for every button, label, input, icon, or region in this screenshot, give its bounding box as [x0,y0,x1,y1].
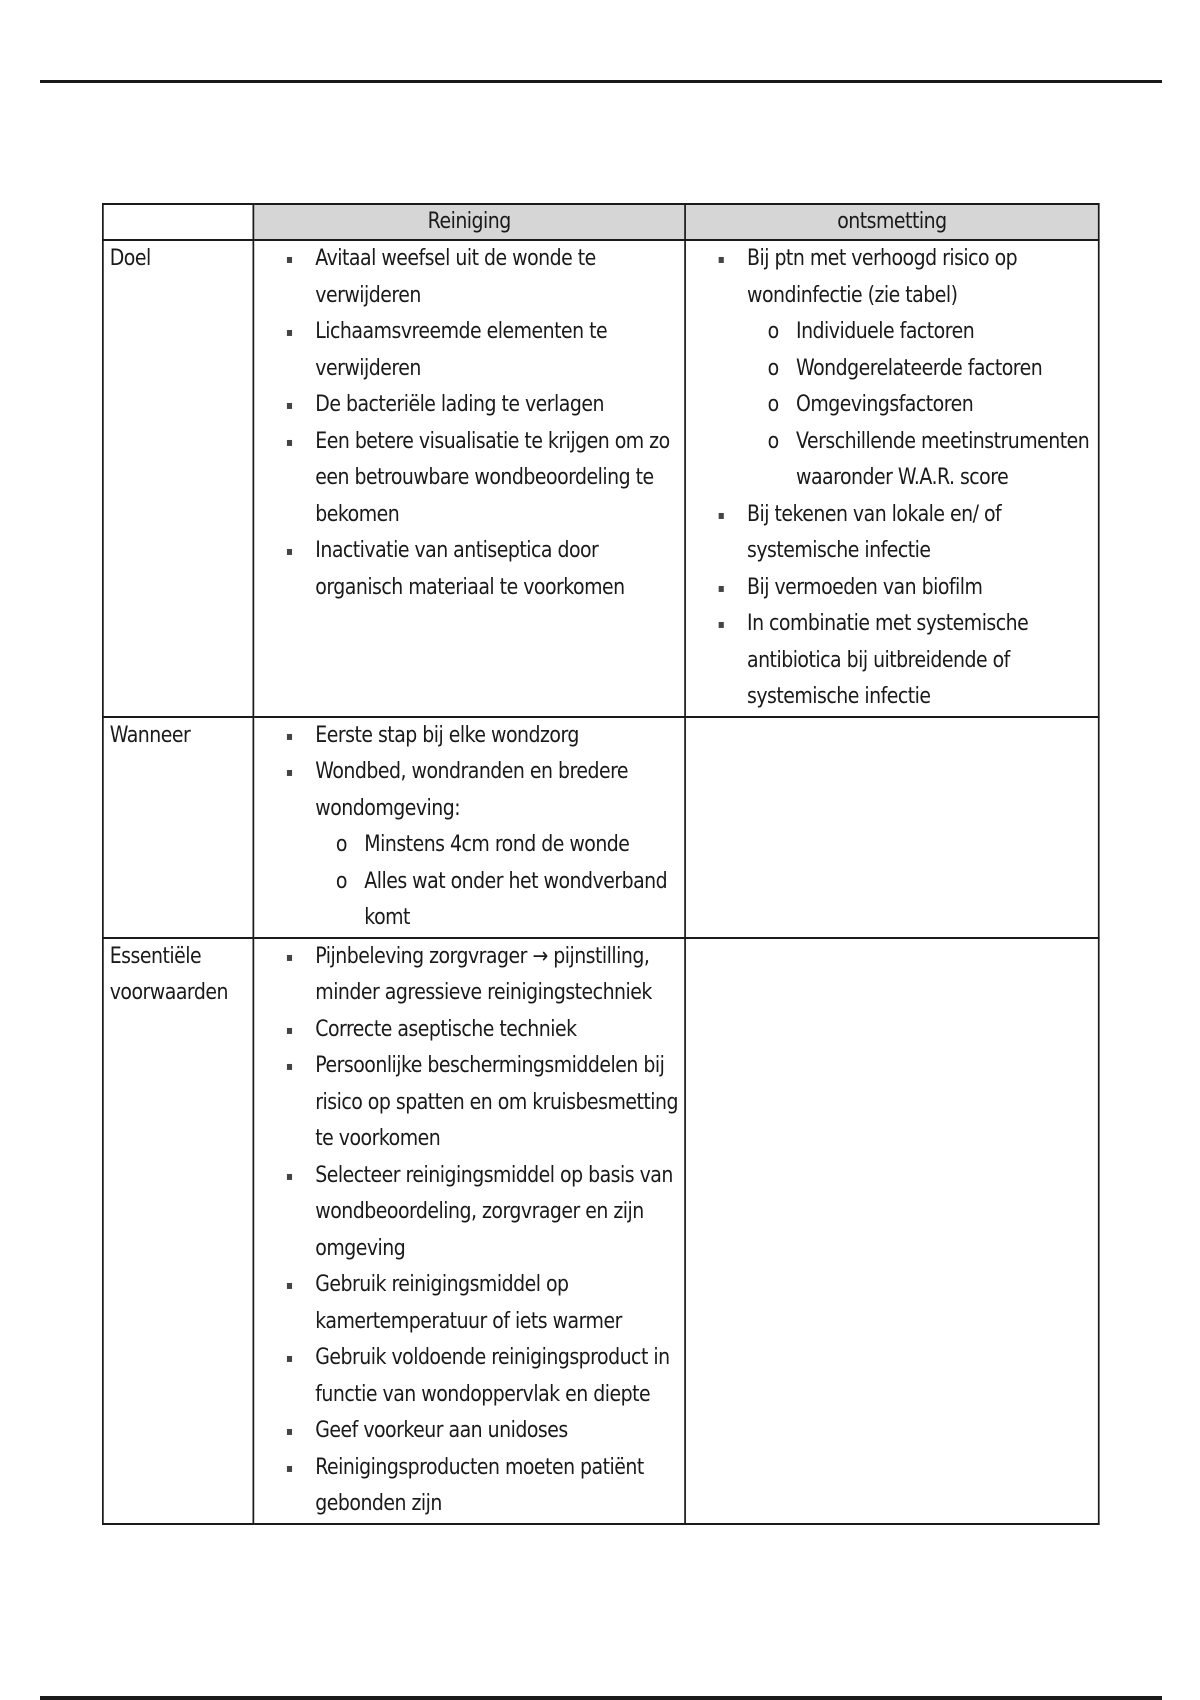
sub-list-item: o Wondgerelateerde factoren [768,351,1093,388]
list-item: ▪ Bij tekenen van lokale en/ of systemische infectie [718,497,1093,570]
list-item: ▪ Pijnbeleving zorgvrager → pijnstilling, minder agressieve reinigingstechniek [286,939,679,1012]
list-item: ▪ Gebruik reinigingsmiddel op kamertemperatuur of iets warmer [286,1267,679,1340]
list-item: ▪ Persoonlijke beschermingsmiddelen bij risico op spatten en om kruisbesmetting te voorkomen [286,1048,679,1158]
cell-wanneer-ontsmetting [685,717,1099,938]
list-item: ▪ Bij vermoeden van biofilm [718,570,1093,607]
list-item: ▪ Eerste stap bij elke wondzorg [286,718,679,755]
header-reiniging: Reiniging [253,204,685,240]
list-item [286,754,679,937]
header-ontsmetting: ontsmetting [685,204,1099,240]
bottom-rule [40,1696,1162,1700]
sub-list-item: o Verschillende meetinstrumenten waaronder W.A.R. score [768,424,1093,497]
list-item: ▪ Reinigingsproducten moeten patiënt gebonden zijn [286,1450,679,1523]
list-item: ▪ Een betere visualisatie te krijgen om zo een betrouwbare wondbeoordeling te bekomen [286,424,679,534]
list-item: ▪ In combinatie met systemische antibiotica bij uitbreidende of systemische infectie [718,606,1093,716]
table-row [103,938,1099,1524]
sub-list-item: o Alles wat onder het wondverband komt [336,864,679,937]
list-item: ▪ Inactivatie van antiseptica door organisch materiaal te voorkomen [286,533,679,606]
row-label-voorwaarden: Essentiële voorwaarden [103,938,254,1524]
table-row [103,240,1099,717]
list-item: ▪ De bacteriële lading te verlagen [286,387,679,424]
cell-doel-reiniging [253,240,685,717]
header-row [103,204,1099,240]
row-label-doel: Doel [103,240,254,717]
cell-voorwaarden-ontsmetting [685,938,1099,1524]
comparison-table [102,203,1100,1525]
sub-list-item: o Minstens 4cm rond de wonde [336,827,679,864]
list-item: ▪ Gebruik voldoende reinigingsproduct in functie van wondoppervlak en diepte [286,1340,679,1413]
list-item: ▪ Avitaal weefsel uit de wonde te verwijderen [286,241,679,314]
list-item: ▪ Lichaamsvreemde elementen te verwijderen [286,314,679,387]
row-label-wanneer: Wanneer [103,717,254,938]
cell-doel-ontsmetting [685,240,1099,717]
sub-list-item: o Individuele factoren [768,314,1093,351]
list-item-text: Wondbed, wondranden en bredere wondomgeving: [315,759,629,821]
list-item: ▪ Correcte aseptische techniek [286,1012,679,1049]
list-item [718,241,1093,497]
top-rule [40,80,1162,83]
cell-wanneer-reiniging [253,717,685,938]
list-item: ▪ Geef voorkeur aan unidoses [286,1413,679,1450]
list-item: ▪ Selecteer reinigingsmiddel op basis van wondbeoordeling, zorgvrager en zijn omgeving [286,1158,679,1268]
cell-voorwaarden-reiniging [253,938,685,1524]
sub-list-item: o Omgevingsfactoren [768,387,1093,424]
header-empty [103,204,254,240]
table-row [103,717,1099,938]
list-item-text: Bij ptn met verhoogd risico op wondinfectie (zie tabel) [747,246,1018,308]
